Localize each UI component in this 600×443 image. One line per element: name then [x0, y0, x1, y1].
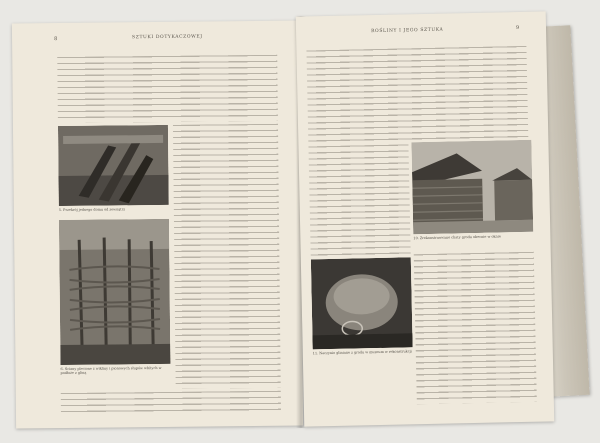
left-text-top	[57, 55, 278, 123]
photo-log-structure	[58, 125, 169, 206]
right-text-top	[306, 46, 528, 143]
right-text-bottom-column	[414, 252, 537, 404]
left-page-number: 8	[54, 36, 58, 43]
left-page	[12, 21, 303, 429]
caption-fig2: 6. Ściany plecione z wikliny i pionowych słupów wbitych w podłoże z gliną	[60, 365, 162, 376]
caption-fig3: 10. Zrekonstruowane chaty grodu obecnie w oknie	[413, 234, 501, 241]
photo-log-cabins	[411, 140, 533, 234]
right-running-head: ROŚLINY I JEGO SZTUKA	[371, 27, 444, 35]
photo-wattle-wall	[59, 219, 171, 365]
left-text-bottom	[61, 391, 281, 415]
left-running-head: SZTUKI DOTYKACZOWEJ	[132, 34, 203, 41]
right-text-left-column	[308, 144, 410, 256]
right-page	[296, 11, 555, 426]
right-page-number: 9	[515, 24, 520, 32]
caption-fig4: 11. Naczynie gliniane z grodu w muzeum w rekonstrukcji	[312, 349, 412, 356]
left-text-right-column	[173, 124, 281, 389]
caption-fig1: 5. Przekrój jednego domu od zewnątrz	[58, 207, 126, 213]
photo-clay-vessel	[311, 257, 413, 349]
